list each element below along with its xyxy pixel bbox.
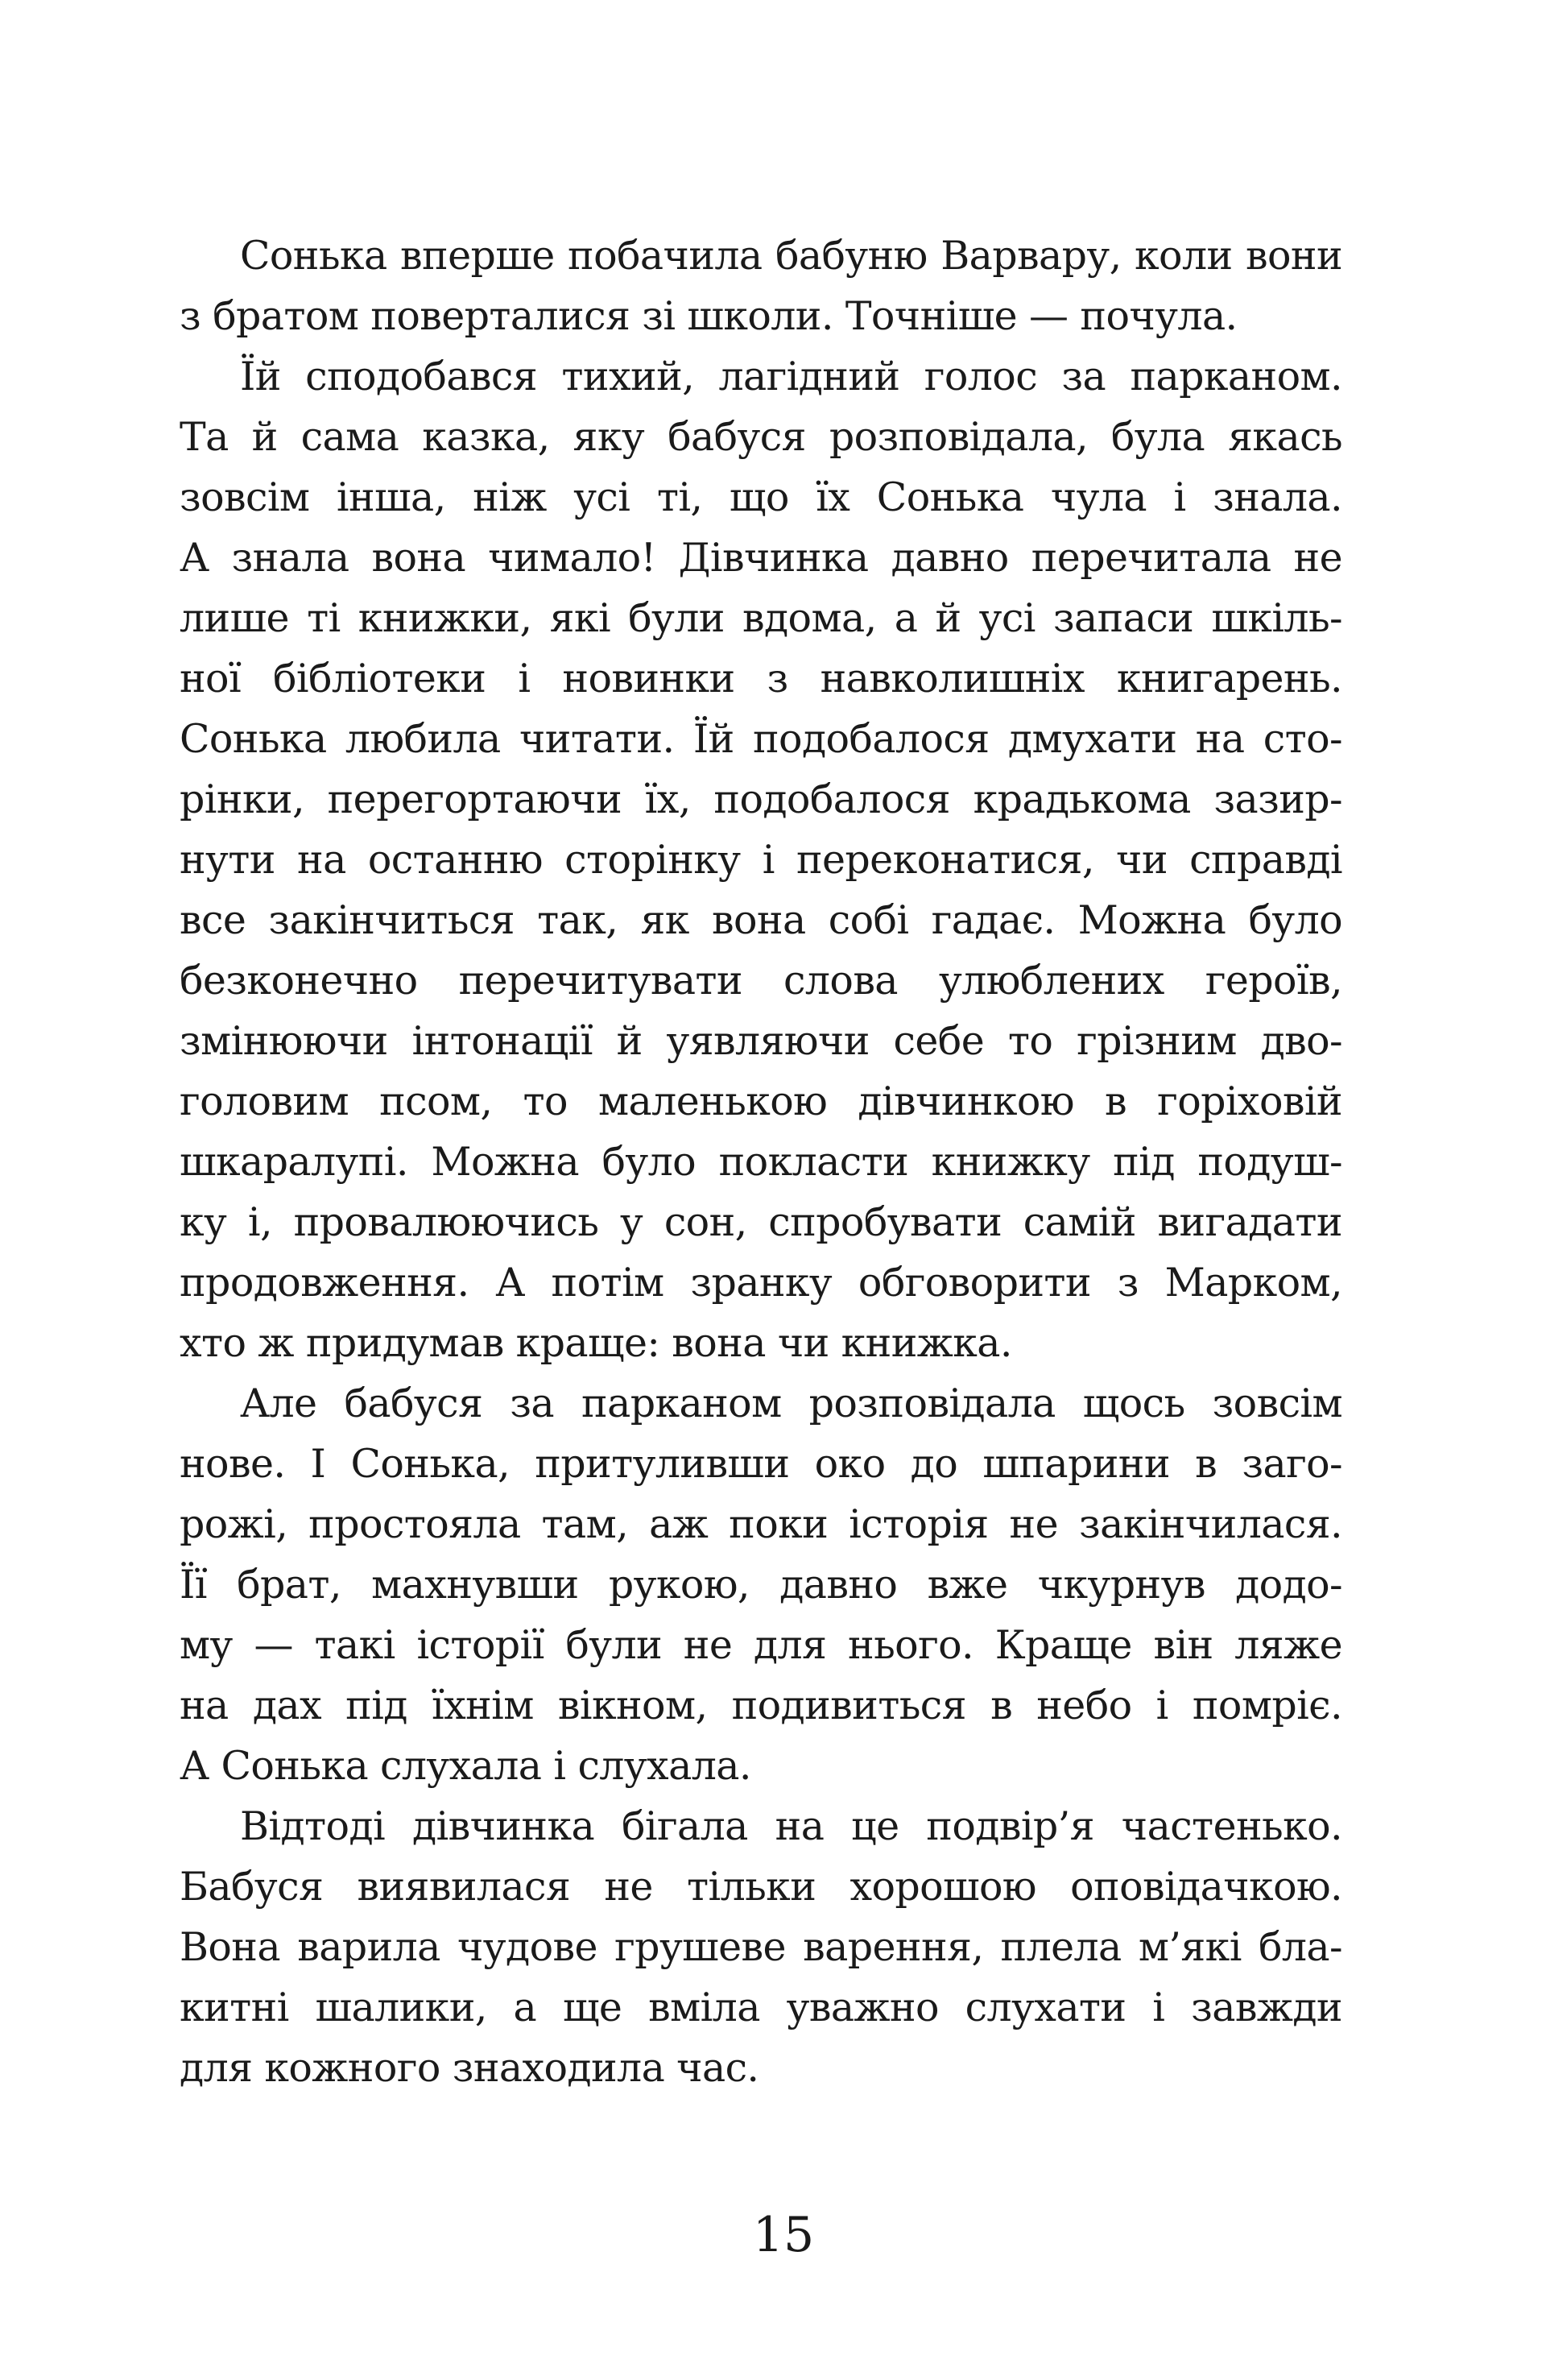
text-line: Вона варила чудове грушеве варення, плела м’які бла- xyxy=(180,1924,1342,1970)
text-line: Їй сподобався тихий, лагідний голос за парканом. xyxy=(240,354,1342,399)
text-line: головим псом, то маленькою дівчинкою в горіховій xyxy=(180,1078,1342,1124)
body-text xyxy=(180,226,1342,2098)
text-line: Бабуся виявилася не тільки хорошою оповідачкою. xyxy=(180,1864,1342,1910)
page-number: 15 xyxy=(752,2207,815,2263)
text-line: безконечно перечитувати слова улюблених героїв, xyxy=(180,958,1342,1004)
text-line: Її брат, махнувши рукою, давно вже чкурнув додо- xyxy=(180,1562,1342,1608)
text-line: нове. І Сонька, притуливши око до шпарини в заго- xyxy=(180,1441,1342,1487)
text-line: для кожного знаходила час. xyxy=(180,2045,759,2091)
text-line: змінюючи інтонації й уявляючи себе то грізним дво- xyxy=(180,1018,1342,1064)
text-line: рожі, простояла там, аж поки історія не закінчилася. xyxy=(180,1501,1342,1547)
text-line: все закінчиться так, як вона собі гадає. Можна було xyxy=(180,897,1342,943)
text-line: А знала вона чимало! Дівчинка давно перечитала не xyxy=(180,535,1342,581)
text-line: рінки, перегортаючи їх, подобалося крадькома зазир- xyxy=(180,776,1342,822)
text-line: з братом поверталися зі школи. Точніше — почула. xyxy=(180,293,1238,339)
text-line: китні шалики, а ще вміла уважно слухати і завжди xyxy=(180,1985,1342,2030)
text-line: Та й сама казка, яку бабуся розповідала, була якась xyxy=(180,414,1342,460)
text-line: продовження. А потім зранку обговорити з Марком, xyxy=(180,1260,1342,1306)
paragraph-3 xyxy=(180,1373,1342,1796)
text-line: ної бібліотеки і новинки з навколишніх книгарень. xyxy=(180,656,1342,702)
paragraph-4 xyxy=(180,1796,1342,2098)
text-line: хто ж придумав краще: вона чи книжка. xyxy=(180,1320,1012,1366)
text-line: зовсім інша, ніж усі ті, що їх Сонька чула і знала. xyxy=(180,474,1342,520)
text-line: му — такі історії були не для нього. Краще він ляже xyxy=(180,1622,1342,1668)
text-line: А Сонька слухала і слухала. xyxy=(180,1743,751,1789)
text-line: ку і, провалюючись у сон, спробувати самій вигадати xyxy=(180,1199,1342,1245)
text-line: лише ті книжки, які були вдома, а й усі запаси шкіль- xyxy=(180,595,1342,641)
text-line: Сонька любила читати. Їй подобалося дмухати на сто- xyxy=(180,716,1342,762)
text-line: нути на останню сторінку і переконатися, чи справді xyxy=(180,837,1342,883)
text-line: на дах під їхнім вікном, подивиться в небо і помріє. xyxy=(180,1683,1342,1728)
text-line: Але бабуся за парканом розповідала щось зовсім xyxy=(240,1380,1342,1426)
paragraph-2 xyxy=(180,346,1342,1373)
text-line: Сонька вперше побачила бабуню Варвару, коли вони xyxy=(240,233,1342,279)
paragraph-1 xyxy=(180,226,1342,346)
text-line: Відтоді дівчинка бігала на це подвір’я частенько. xyxy=(240,1803,1342,1849)
text-line: шкаралупі. Можна було покласти книжку під подуш- xyxy=(180,1139,1342,1185)
